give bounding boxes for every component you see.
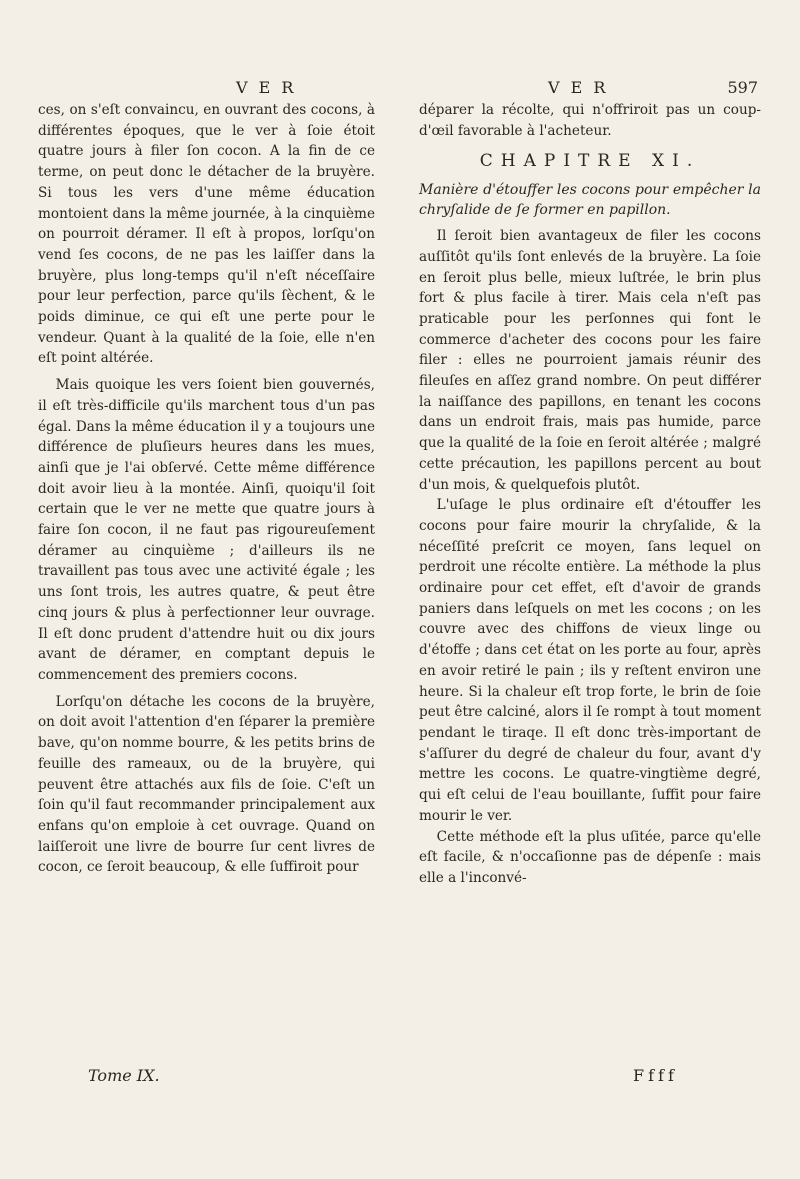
left-paragraph-1: ces, on s'eſt convaincu, en ouvrant des cocons, à différentes époques, que le ver à ſoie étoit quatre jours à filer ſon cocon. A la fin de ce terme, on peut donc le détacher de la bruyère. Si tous les vers d'une même éducation montoient dans la même journée, à la cinquième on pourroit déramer. Il eſt à propos, lorſqu'on vend ſes cocons, de ne pas les laiſſer dans la bruyère, plus long-temps qu'il n'eſt néceſſaire pour leur perfection, parce qu'ils ſèchent, & le poids diminue, ce qui eſt une perte pour le vendeur. Quant à la qualité de la ſoie, elle n'en eſt point altérée. bbox=[38, 102, 375, 367]
page-number: 597 bbox=[727, 78, 758, 97]
right-running-head: V E R bbox=[548, 78, 609, 97]
right-paragraph-2: Il ſeroit bien avantageux de filer les cocons auſſitôt qu'ils ſont enlevés de la bruyère. La ſoie en ſeroit plus belle, mieux luſtrée, le brin plus fort & plus facile à tirer. Mais cela n'eſt pas praticable pour les perſonnes qui font le commerce d'acheter des cocons pour les faire filer : elles ne pourroient jamais réunir des fileuſes en aſſez grand nombre. On peut différer la naiſſance des papillons, en tenant les cocons dans un endroit frais, mais pas humide, parce que la qualité de la ſoie en ſeroit altérée ; malgré cette précaution, les papillons percent au bout d'un mois, & quelquefois plutôt. bbox=[419, 228, 761, 493]
chapter-subtitle: Manière d'étouffer les cocons pour empêcher la chryſalide de ſe former en papillon. bbox=[419, 182, 761, 219]
left-paragraph-2: Mais quoique les vers ſoient bien gouvernés, il eſt très-difficile qu'ils marchent tous d'un pas égal. Dans la même éducation il y a toujours une différence de pluſieurs heures dans les mues, ainſi que je l'ai obſervé. Cette même différence doit avoir lieu à la montée. Ainſi, quoiqu'il ſoit certain que le ver ne mette que quatre jours à faire ſon cocon, il ne faut pas rigoureuſement déramer au cinquième ; d'ailleurs ils ne travaillent pas tous avec une activité égale ; les uns ſont trois, les autres quatre, & peut être cinq jours & plus à perfectionner leur ouvrage. Il eſt donc prudent d'attendre huit ou dix jours avant de déramer, en comptant depuis le commencement des premiers cocons. bbox=[38, 377, 375, 683]
left-column bbox=[38, 100, 375, 878]
left-running-head: V E R bbox=[236, 78, 297, 97]
right-paragraph-1: déparer la récolte, qui n'offriroit pas un coup-d'œil favorable à l'acheteur. bbox=[419, 102, 761, 139]
chapter-heading: CHAPITRE XI. bbox=[479, 151, 701, 172]
signature-mark: Ffff bbox=[633, 1066, 678, 1085]
right-paragraph-4: Cette méthode eſt la plus uſitée, parce qu'elle eſt facile, & n'occaſionne pas de dépenſe : mais elle a l'inconvé- bbox=[419, 828, 761, 886]
right-paragraph-3: L'uſage le plus ordinaire eſt d'étouffer les cocons pour faire mourir la chryſalide, & la néceſſité preſcrit ce moyen, ſans lequel on perdroit une récolte entière. La méthode la plus ordinaire pour cet effet, eſt d'avoir de grands paniers dans leſquels on met les cocons ; on les couvre avec des chiffons de vieux linge ou d'étoffe ; dans cet état on les porte au four, après en avoir retiré le pain ; ils y reſtent environ une heure. Si la chaleur eſt trop forte, le brin de ſoie peut être calciné, alors il ſe rompt à tout moment pendant le tiraqe. Il eſt donc très-important de s'aſſurer du degré de chaleur du four, avant d'y mettre les cocons. Le quatre-vingtième degré, qui eſt celui de l'eau bouillante, ſuffit pour faire mourir le ver. bbox=[419, 497, 761, 824]
right-column bbox=[419, 100, 761, 889]
left-paragraph-3: Lorſqu'on détache les cocons de la bruyère, on doit avoit l'attention d'en ſéparer la première bave, qu'on nomme bourre, & les petits brins de feuille des rameaux, ou de la bruyère, qui peuvent être attachés aux fils de ſoie. C'eſt un ſoin qu'il faut recommander principalement aux enfans qu'on emploie à cet ouvrage. Quand on laiſſeroit une livre de bourre ſur cent livres de cocon, ce ſeroit beaucoup, & elle ſuffiroit pour bbox=[38, 693, 375, 876]
volume-label: Tome IX. bbox=[88, 1066, 160, 1085]
running-header bbox=[38, 78, 762, 100]
